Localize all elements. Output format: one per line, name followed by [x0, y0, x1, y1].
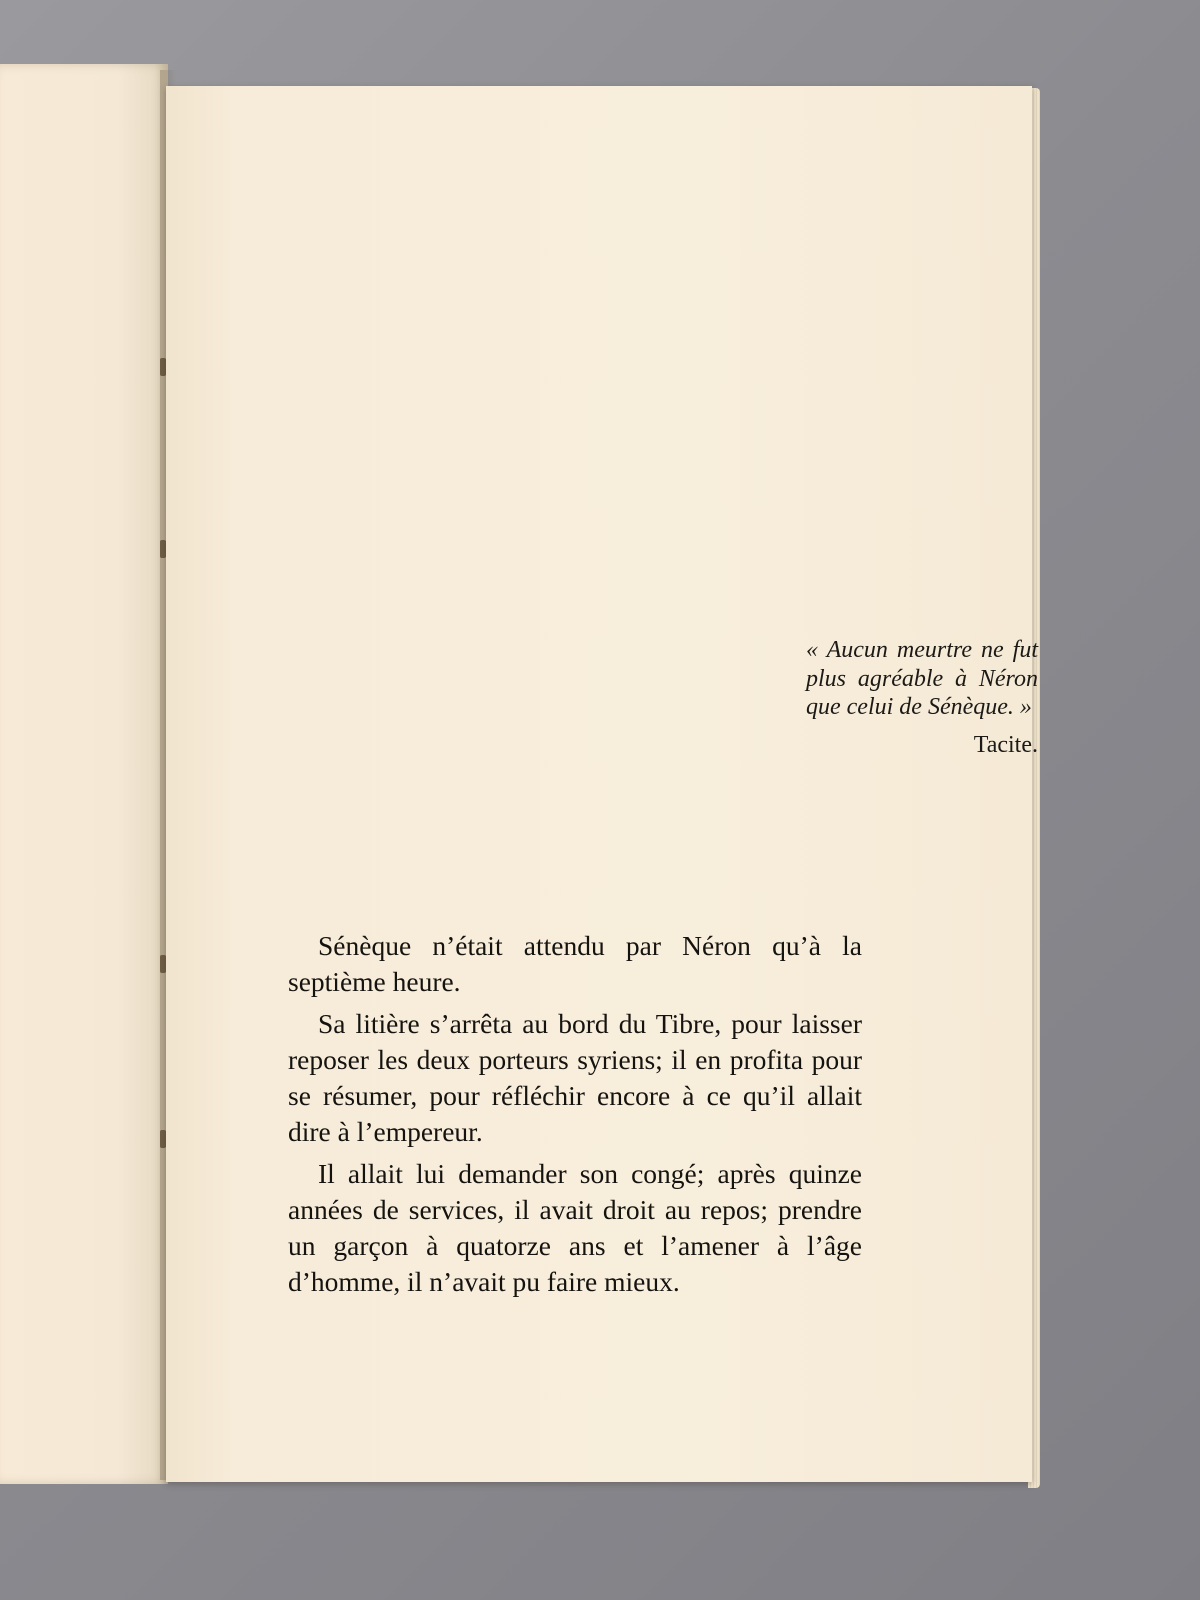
body-text	[288, 928, 862, 1306]
paragraph: Sénèque n’était attendu par Néron qu’à la septième heure.	[288, 930, 862, 997]
epigraph-quote: « Aucun meurtre ne fut plus agréable à Néron que celui de Sénèque. »	[806, 637, 1038, 720]
paragraph: Sa litière s’arrêta au bord du Tibre, pour laisser reposer les deux porteurs syriens; il en profita pour se résumer, pour réfléchir encore à ce qu’il allait dire à l’empereur.	[288, 1008, 862, 1147]
epigraph	[626, 636, 1038, 760]
left-page	[0, 64, 168, 1484]
right-page	[166, 86, 1038, 1482]
epigraph-author: Tacite.	[973, 731, 1038, 758]
paragraph: Il allait lui demander son congé; après quinze années de services, il avait droit au repos; prendre un garçon à quatorze ans et l’amener à l’âge d’homme, il n’avait pu faire mieux.	[288, 1158, 862, 1297]
